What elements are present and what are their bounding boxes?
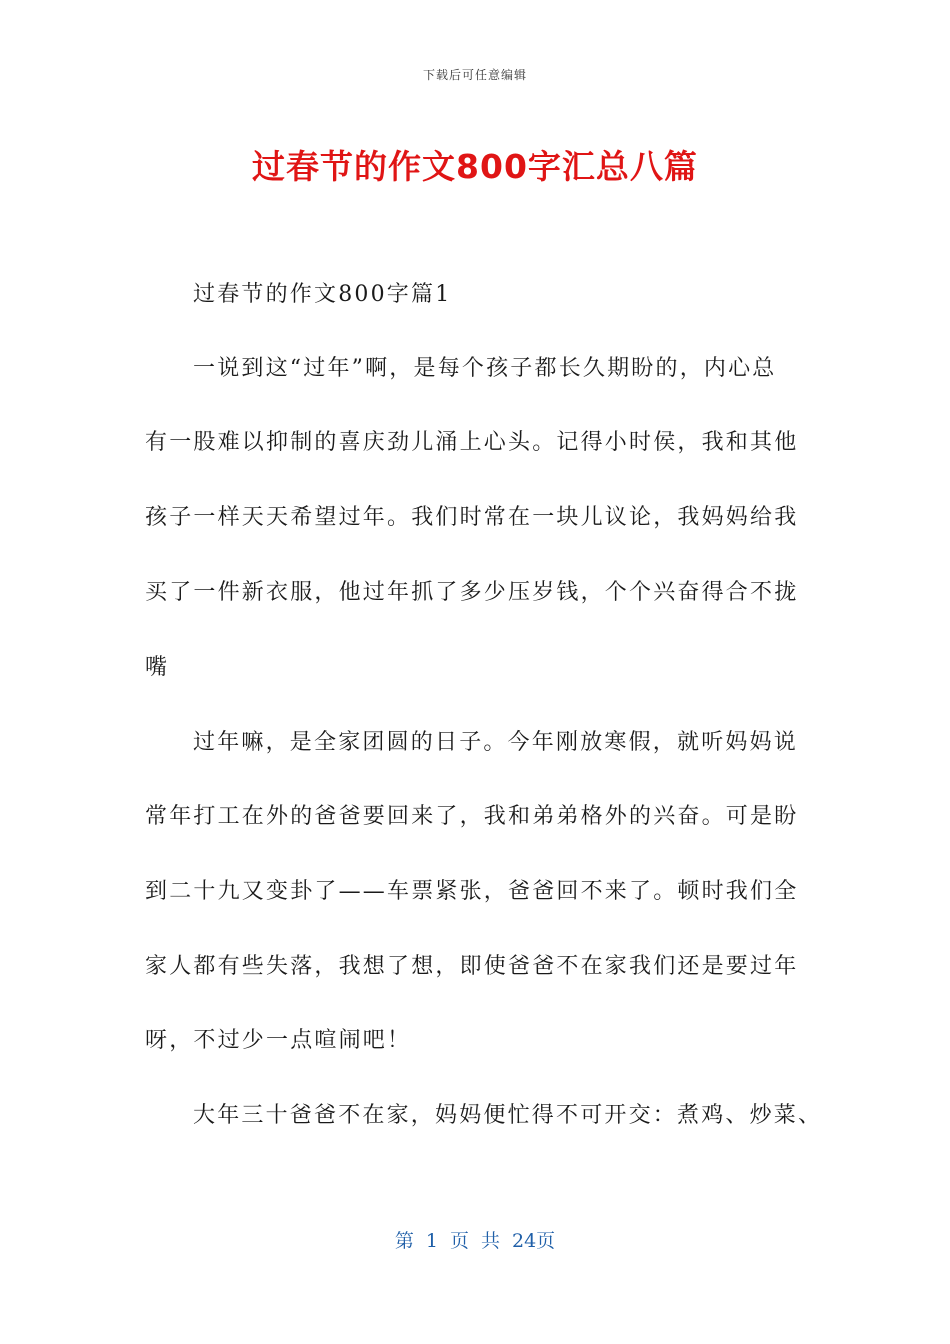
paragraph-line: 孩子一样天天希望过年。我们时常在一块儿议论，我妈妈给我 xyxy=(145,505,799,530)
footer-page-middle: 页 共 xyxy=(449,1230,500,1252)
page-footer xyxy=(0,1226,950,1253)
paragraph-line: 常年打工在外的爸爸要回来了，我和弟弟格外的兴奋。可是盼 xyxy=(145,804,799,829)
paragraph-line: 一说到这“过年”啊，是每个孩子都长久期盼的，内心总 xyxy=(193,356,777,381)
paragraph-line: 过年嘛，是全家团圆的日子。今年刚放寒假，就听妈妈说 xyxy=(193,730,799,755)
document-title: 过春节的作文800字汇总八篇 xyxy=(252,147,698,186)
footer-page-number: 1 xyxy=(425,1230,438,1252)
paragraph-line: 嘴 xyxy=(145,655,170,680)
paragraph-line: 到二十九又变卦了——车票紧张，爸爸回不来了。顿时我们全 xyxy=(145,879,799,904)
footer-page-prefix: 第 xyxy=(394,1230,414,1252)
paragraph-line: 有一股难以抑制的喜庆劲儿涌上心头。记得小时侯，我和其他 xyxy=(145,430,799,455)
paragraph-line: 买了一件新衣服，他过年抓了多少压岁钱，个个兴奋得合不拢 xyxy=(145,580,799,605)
footer-total-pages: 24页 xyxy=(511,1230,556,1252)
paragraph-line: 大年三十爸爸不在家，妈妈便忙得不可开交：煮鸡、炒菜、 xyxy=(193,1103,823,1128)
section-heading: 过春节的作文800字篇1 xyxy=(193,282,452,307)
paragraph-line: 呀，不过少一点喧闹吧！ xyxy=(145,1028,412,1053)
header-note: 下载后可任意编辑 xyxy=(422,68,527,82)
paragraph-line: 家人都有些失落，我想了想，即使爸爸不在家我们还是要过年 xyxy=(145,954,799,979)
